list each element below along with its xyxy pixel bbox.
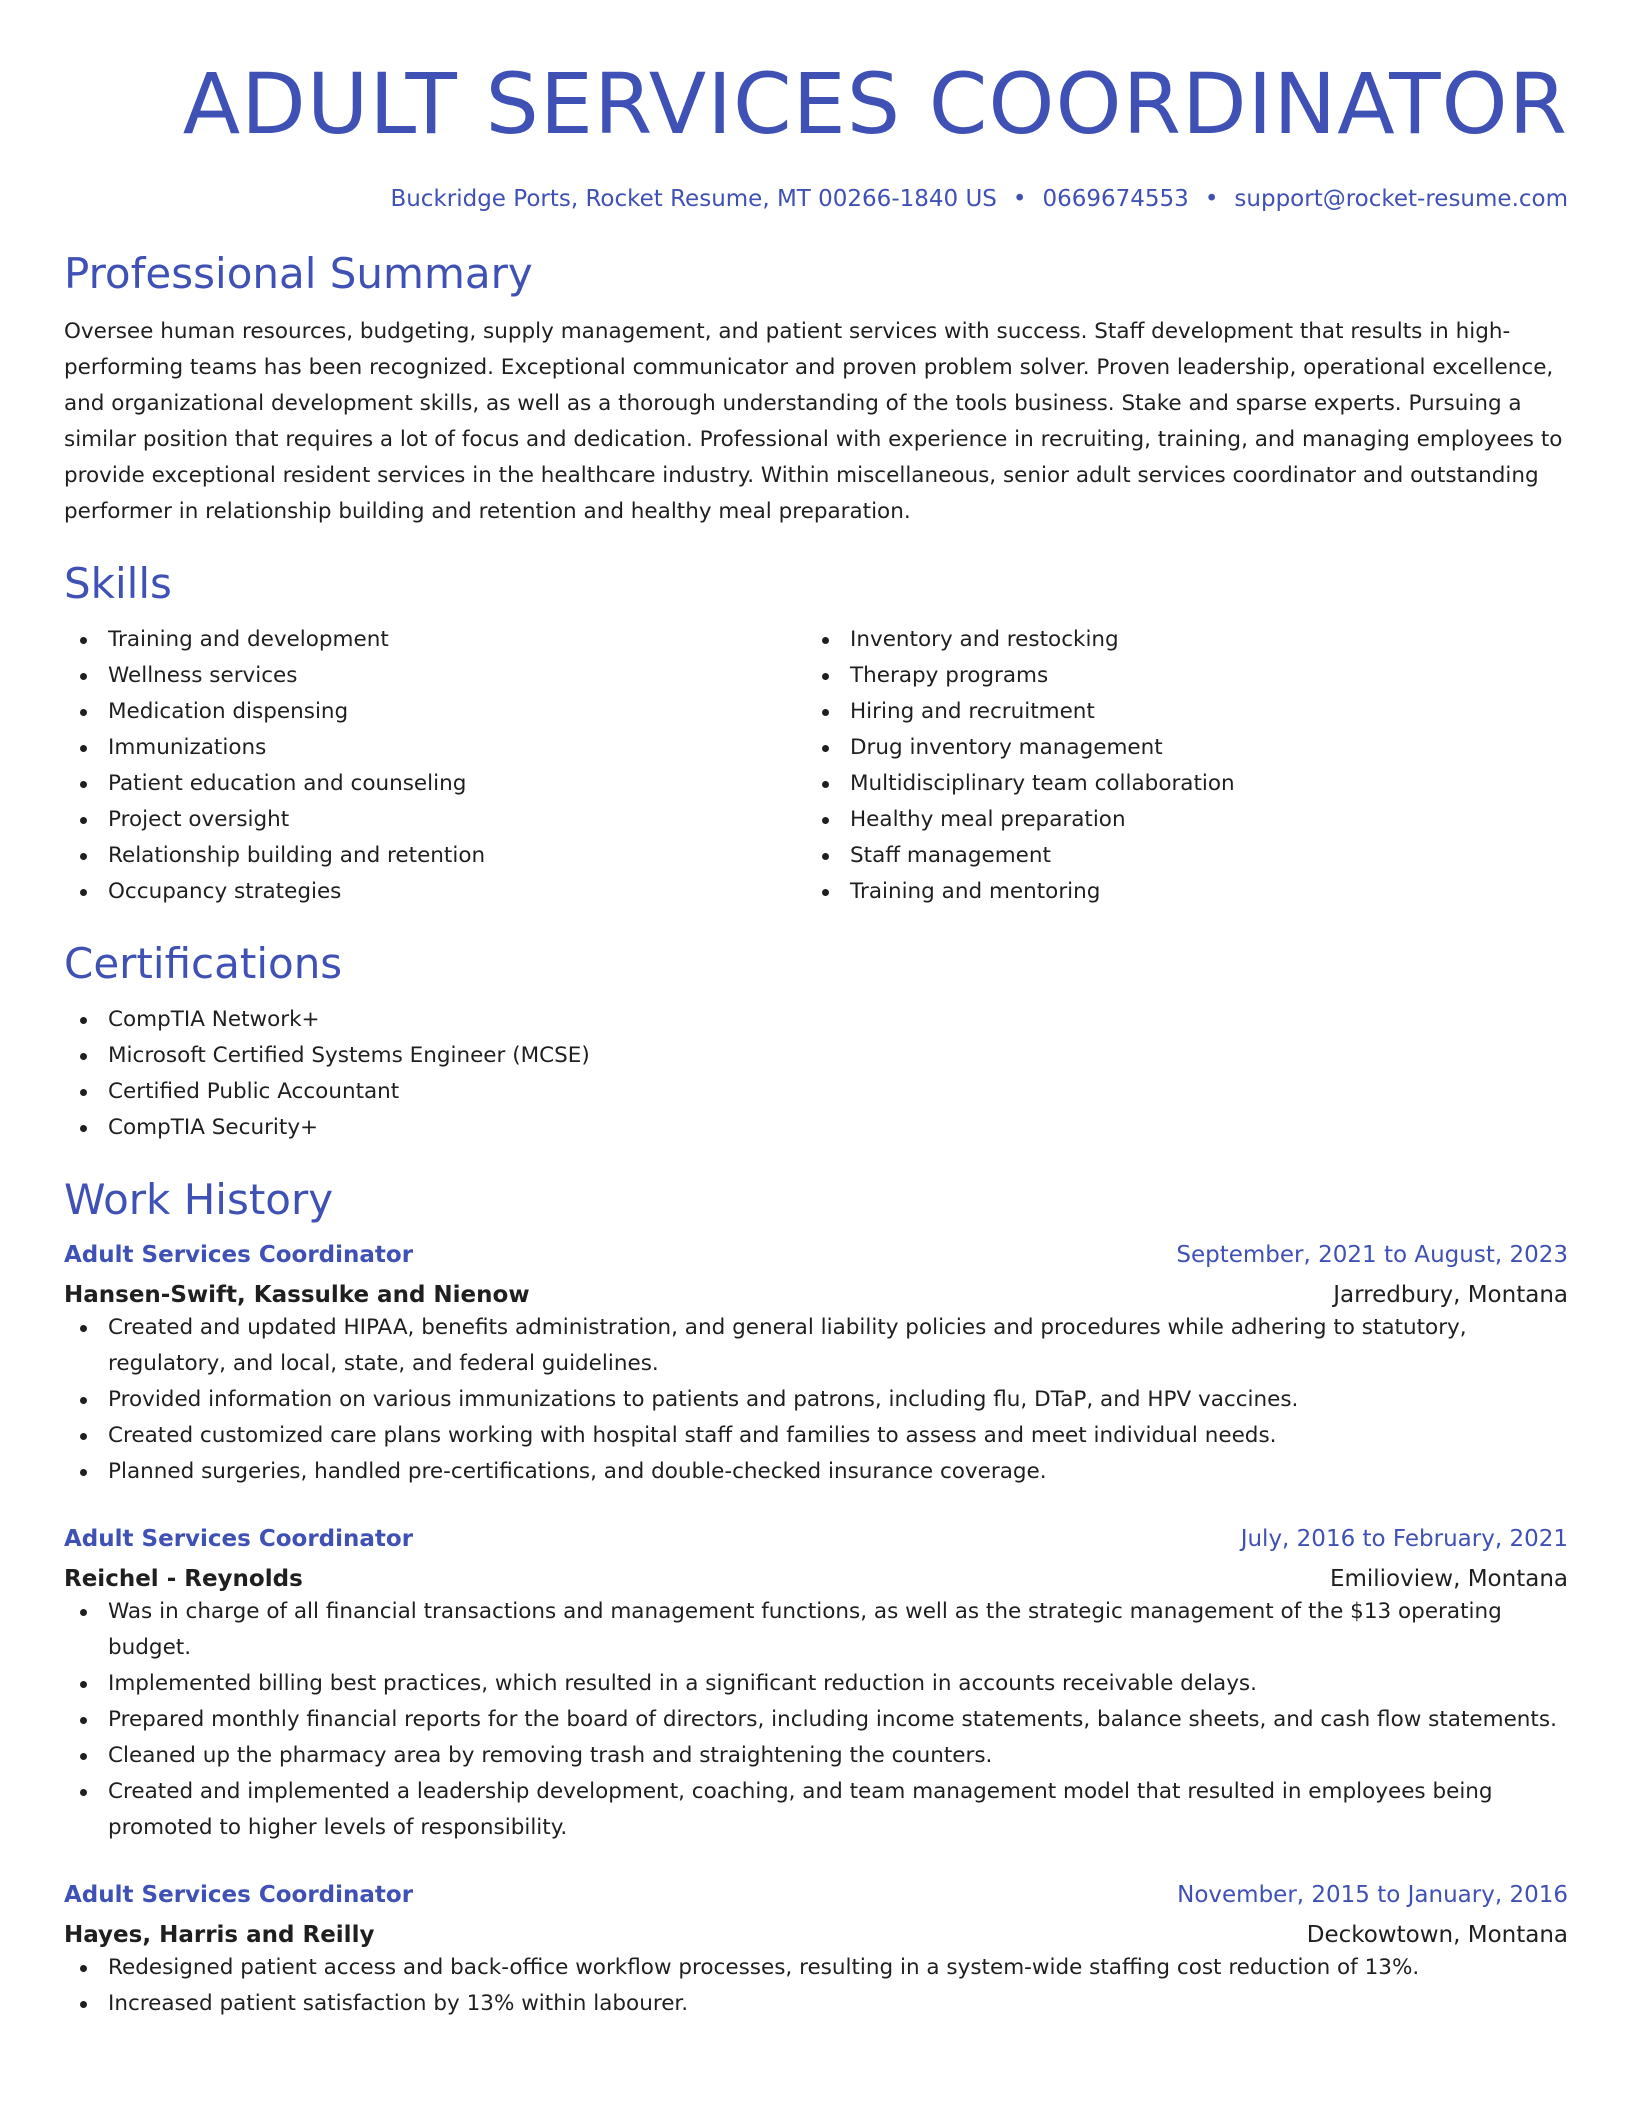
list-item bbox=[64, 1702, 1568, 1738]
skill-label: Healthy meal preparation bbox=[850, 807, 1126, 832]
bullet-icon bbox=[80, 709, 87, 716]
contact-phone: 0669674553 bbox=[1042, 186, 1189, 212]
bullet-icon bbox=[80, 673, 87, 680]
bullet-icon bbox=[822, 781, 829, 788]
job-bullet-text: Provided information on various immunizations to patients and patrons, including flu, DTaP, and HPV vaccines. bbox=[108, 1387, 1299, 1412]
job-location: Emilioview, Montana bbox=[1329, 1566, 1568, 1592]
skills-list-right bbox=[806, 622, 1568, 910]
skill-label: Patient education and counseling bbox=[108, 771, 467, 796]
list-item bbox=[64, 1418, 1568, 1454]
job-bullet-text: Created and updated HIPAA, benefits administration, and general liability policies and procedures while adhering to statutory, regulatory, and local, state, and federal guidelines. bbox=[108, 1315, 1467, 1376]
bullet-icon bbox=[80, 1681, 87, 1688]
bullet-icon bbox=[80, 1609, 87, 1616]
bullet-icon bbox=[80, 1053, 87, 1060]
bullet-icon bbox=[80, 853, 87, 860]
skill-label: Training and mentoring bbox=[850, 879, 1101, 904]
contact-line bbox=[64, 184, 1568, 214]
job-bullet-text: Cleaned up the pharmacy area by removing trash and straightening the counters. bbox=[108, 1743, 993, 1768]
skill-label: Hiring and recruitment bbox=[850, 699, 1095, 724]
contact-separator: • bbox=[1204, 186, 1219, 212]
job-location: Deckowtown, Montana bbox=[1306, 1922, 1568, 1948]
list-item bbox=[64, 658, 806, 694]
list-item bbox=[64, 1110, 1568, 1146]
job-bullet-text: Increased patient satisfaction by 13% within labourer. bbox=[108, 1991, 689, 2016]
summary-section bbox=[64, 248, 1568, 530]
job-dates: September, 2021 to August, 2023 bbox=[1176, 1242, 1568, 1268]
job-bullet-text: Created customized care plans working with hospital staff and families to assess and meet individual needs. bbox=[108, 1423, 1277, 1448]
job-entry bbox=[64, 1240, 1568, 1490]
skill-label: Multidisciplinary team collaboration bbox=[850, 771, 1235, 796]
job-header bbox=[64, 1240, 1568, 1270]
job-company: Reichel - Reynolds bbox=[64, 1566, 303, 1592]
job-bullet-text: Implemented billing best practices, which resulted in a significant reduction in accounts receivable delays. bbox=[108, 1671, 1257, 1696]
list-item bbox=[64, 1986, 1568, 2022]
skill-label: Project oversight bbox=[108, 807, 290, 832]
list-item bbox=[806, 730, 1568, 766]
list-item bbox=[64, 1950, 1568, 1986]
work-history-heading: Work History bbox=[64, 1175, 334, 1224]
list-item bbox=[64, 874, 806, 910]
contact-address: Buckridge Ports, Rocket Resume, MT 00266-1840 US bbox=[390, 186, 997, 212]
skills-grid bbox=[64, 622, 1568, 910]
list-item bbox=[806, 838, 1568, 874]
bullet-icon bbox=[822, 889, 829, 896]
certification-label: Certified Public Accountant bbox=[108, 1079, 400, 1104]
bullet-icon bbox=[80, 1965, 87, 1972]
list-item bbox=[64, 622, 806, 658]
bullet-icon bbox=[80, 745, 87, 752]
list-item bbox=[64, 1038, 1568, 1074]
list-item bbox=[806, 694, 1568, 730]
list-item bbox=[64, 766, 806, 802]
list-item bbox=[806, 766, 1568, 802]
certification-label: Microsoft Certified Systems Engineer (MCSE) bbox=[108, 1043, 590, 1068]
job-entry bbox=[64, 1880, 1568, 2022]
bullet-icon bbox=[80, 889, 87, 896]
list-item bbox=[64, 1382, 1568, 1418]
list-item bbox=[806, 802, 1568, 838]
skill-label: Drug inventory management bbox=[850, 735, 1163, 760]
skill-label: Wellness services bbox=[108, 663, 298, 688]
bullet-icon bbox=[80, 1089, 87, 1096]
skill-label: Occupancy strategies bbox=[108, 879, 342, 904]
job-header bbox=[64, 1880, 1568, 1910]
job-dates: November, 2015 to January, 2016 bbox=[1177, 1882, 1568, 1908]
job-company: Hayes, Harris and Reilly bbox=[64, 1922, 375, 1948]
list-item bbox=[64, 1666, 1568, 1702]
job-bullet-text: Created and implemented a leadership development, coaching, and team management model that resulted in employees being promoted to higher levels of responsibility. bbox=[108, 1779, 1493, 1840]
bullet-icon bbox=[822, 817, 829, 824]
bullet-icon bbox=[80, 2001, 87, 2008]
list-item bbox=[806, 622, 1568, 658]
list-item bbox=[64, 1738, 1568, 1774]
skills-section bbox=[64, 558, 1568, 910]
job-dates: July, 2016 to February, 2021 bbox=[1240, 1526, 1568, 1552]
job-title: Adult Services Coordinator bbox=[64, 1526, 414, 1552]
job-entry bbox=[64, 1524, 1568, 1846]
job-bullet-text: Was in charge of all financial transactions and management functions, as well as the strategic management of the $13 operating budget. bbox=[108, 1599, 1502, 1660]
job-company: Hansen-Swift, Kassulke and Nienow bbox=[64, 1282, 530, 1308]
skills-list-left bbox=[64, 622, 806, 910]
skill-label: Staff management bbox=[850, 843, 1051, 868]
work-history-section bbox=[64, 1174, 1568, 2022]
bullet-icon bbox=[822, 709, 829, 716]
list-item bbox=[806, 658, 1568, 694]
skill-label: Therapy programs bbox=[850, 663, 1049, 688]
skill-label: Medication dispensing bbox=[108, 699, 349, 724]
bullet-icon bbox=[80, 1125, 87, 1132]
certifications-section bbox=[64, 938, 1568, 1146]
bullet-icon bbox=[80, 1397, 87, 1404]
list-item bbox=[64, 1774, 1568, 1846]
certification-label: CompTIA Network+ bbox=[108, 1007, 320, 1032]
contact-email[interactable]: support@rocket-resume.com bbox=[1234, 186, 1568, 212]
certification-label: CompTIA Security+ bbox=[108, 1115, 319, 1140]
bullet-icon bbox=[80, 1433, 87, 1440]
job-bullet-text: Planned surgeries, handled pre-certifications, and double-checked insurance coverage. bbox=[108, 1459, 1047, 1484]
skill-label: Relationship building and retention bbox=[108, 843, 486, 868]
bullet-icon bbox=[822, 637, 829, 644]
list-item bbox=[64, 694, 806, 730]
job-bullets bbox=[64, 1310, 1568, 1490]
contact-separator: • bbox=[1012, 186, 1027, 212]
certifications-list bbox=[64, 1002, 1568, 1146]
list-item bbox=[64, 1310, 1568, 1382]
list-item bbox=[64, 1074, 1568, 1110]
skill-label: Inventory and restocking bbox=[850, 627, 1119, 652]
bullet-icon bbox=[822, 673, 829, 680]
resume-title: ADULT SERVICES COORDINATOR bbox=[182, 55, 1568, 153]
bullet-icon bbox=[80, 1789, 87, 1796]
bullet-icon bbox=[80, 781, 87, 788]
job-subheader bbox=[64, 1280, 1568, 1310]
skill-label: Training and development bbox=[108, 627, 389, 652]
bullet-icon bbox=[80, 1325, 87, 1332]
job-header bbox=[64, 1524, 1568, 1554]
job-title: Adult Services Coordinator bbox=[64, 1242, 414, 1268]
list-item bbox=[64, 802, 806, 838]
skill-label: Immunizations bbox=[108, 735, 267, 760]
job-title: Adult Services Coordinator bbox=[64, 1882, 414, 1908]
job-subheader bbox=[64, 1564, 1568, 1594]
list-item bbox=[64, 1454, 1568, 1490]
bullet-icon bbox=[80, 817, 87, 824]
summary-heading: Professional Summary bbox=[64, 249, 533, 298]
list-item bbox=[64, 838, 806, 874]
bullet-icon bbox=[822, 745, 829, 752]
summary-text: Oversee human resources, budgeting, supply management, and patient services with success. Staff development that results in high-performing teams has been recognized. Exceptional communicator and proven problem solver. Proven leadership, operational excellence, and organizational development skills, as well as a thorough understanding of the tools business. Stake and sparse experts. Pursuing a similar position that requires a lot of focus and dedication. Professional with experience in recruiting, training, and managing employees to provide exceptional resident services in the healthcare industry. Within miscellaneous, senior adult services coordinator and outstanding performer in relationship building and retention and healthy meal preparation. bbox=[64, 319, 1563, 524]
list-item bbox=[64, 1002, 1568, 1038]
certifications-heading: Certifications bbox=[64, 939, 343, 988]
job-bullet-text: Redesigned patient access and back-office workflow processes, resulting in a system-wide staffing cost reduction of 13%. bbox=[108, 1955, 1420, 1980]
job-bullets bbox=[64, 1950, 1568, 2022]
list-item bbox=[64, 1594, 1568, 1666]
job-bullet-text: Prepared monthly financial reports for the board of directors, including income statements, balance sheets, and cash flow statements. bbox=[108, 1707, 1557, 1732]
list-item bbox=[64, 730, 806, 766]
bullet-icon bbox=[80, 1717, 87, 1724]
bullet-icon bbox=[80, 1753, 87, 1760]
job-bullets bbox=[64, 1594, 1568, 1846]
list-item bbox=[806, 874, 1568, 910]
skills-heading: Skills bbox=[64, 559, 172, 608]
bullet-icon bbox=[80, 637, 87, 644]
bullet-icon bbox=[80, 1469, 87, 1476]
bullet-icon bbox=[822, 853, 829, 860]
job-subheader bbox=[64, 1920, 1568, 1950]
job-location: Jarredbury, Montana bbox=[1333, 1282, 1568, 1308]
bullet-icon bbox=[80, 1017, 87, 1024]
